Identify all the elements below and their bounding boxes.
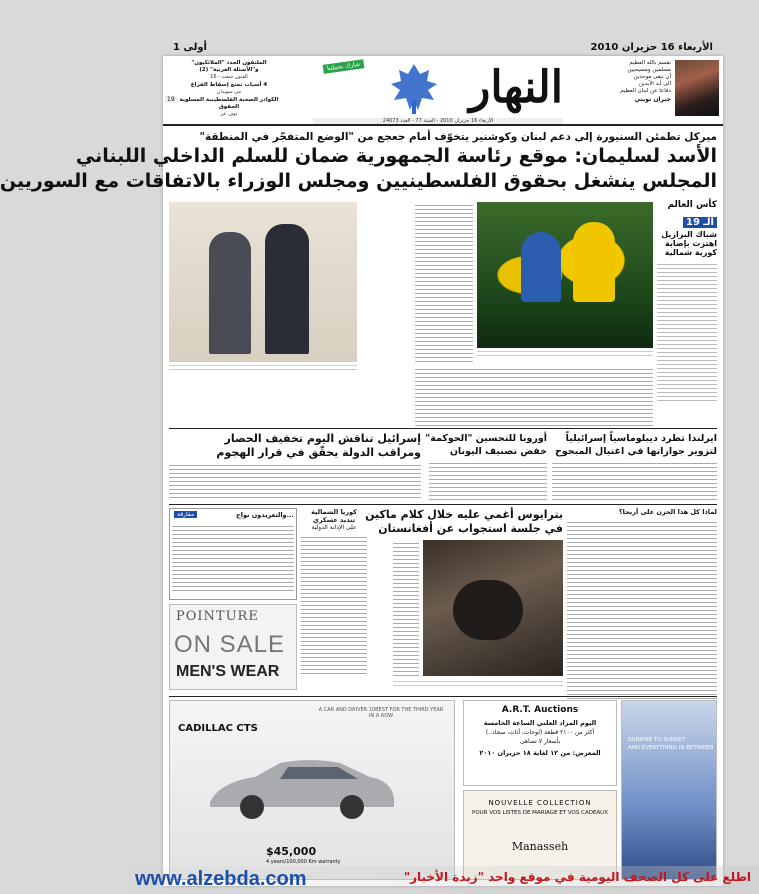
story-text (552, 460, 717, 500)
petraeus-headline: في جلسة استجواب عن أفغانستان (378, 522, 563, 535)
worldcup-subtitle: اهتزت بإصابة (665, 239, 717, 248)
person-figure (453, 580, 523, 640)
ads-rule (169, 696, 717, 697)
top-left-teasers (169, 60, 289, 117)
teaser-item: 4 أسباب تمنع إسقاط الفراغ (190, 82, 268, 88)
teaser-name: جبران تويني (634, 96, 671, 103)
teaser-lines (601, 60, 671, 103)
newspaper-page (0, 56, 723, 886)
mid-headline: ايرلندا تطرد ديبلوماسياً إسرائيلياً (565, 433, 717, 444)
mid-headline: خفض تصنيف اليونان (449, 446, 547, 457)
worldcup-subtitle: شباك البرازيل (661, 230, 717, 239)
index-number: 19 (167, 96, 175, 103)
auction-title: A.R.T. Auctions (501, 705, 579, 715)
korea-headline: على الإدانة الدولية (311, 524, 357, 531)
auction-ad[interactable] (463, 700, 617, 786)
overline-headline[interactable]: ميركل تطمئن السنيورة إلى دعم لبنان وكوشنير يتخوّف أمام جعجع من "الوضع المتفجّر في المنطقة" (199, 131, 717, 143)
teaser-line: دفاعا عن لبنان العظيم (620, 88, 671, 94)
top-bar (163, 40, 723, 56)
leaders-caption (169, 362, 357, 370)
travel-ad[interactable] (621, 700, 717, 880)
nouvelle-sub: POUR VOS LISTES DE MARIAGE ET VOS CADEAUX (472, 810, 608, 816)
cadillac-title: CADILLAC CTS (178, 723, 258, 734)
middle-text-column (415, 202, 473, 362)
mid-headline: إسرائيل تناقش اليوم تخفيف الحصار (224, 432, 421, 445)
right-teaser-text (567, 519, 717, 699)
korea-story[interactable] (301, 508, 367, 674)
worldcup-subtitle: كورية شمالية (664, 248, 717, 257)
korea-headline: كوريا الشمالية (311, 508, 357, 516)
travel-line: SUNRISE TO SUNSET (628, 737, 686, 743)
left-box[interactable] (169, 508, 297, 600)
petraeus-story[interactable] (365, 508, 563, 536)
mid-headline: ومراقب الدولة يحقّق في قرار الهجوم (216, 446, 421, 459)
teaser-item: نوف عز (220, 111, 238, 117)
masthead-title: النهار (469, 62, 563, 113)
korea-headline: تنديد عسكري (312, 516, 356, 524)
petraeus-caption (393, 678, 563, 688)
cedar-emblem-icon (385, 60, 443, 118)
portrait-photo (675, 60, 719, 116)
auction-line: المعرض: من ١٢ لغاية ١٨ حزيران ٢٠١٠ (479, 749, 601, 757)
teaser-item: الملتقون الجدد "الملائكيون" (191, 60, 267, 66)
cadillac-tagline: A CAR AND DRIVER 10BEST FOR THE THIRD YEAR IN A ROW (318, 707, 444, 719)
mid-headline: أوروبا للتحسين "الحوكمة" (425, 433, 547, 444)
person-figure (265, 224, 309, 354)
cadillac-price: $45,000 (266, 845, 317, 858)
story-text (172, 523, 294, 593)
petraeus-headline: بترايوس أغمي عليه خلال كلام ماكين (365, 508, 563, 521)
lower-rule (169, 504, 717, 505)
pointure-brand: POINTURE (176, 609, 259, 624)
mid-story-europe[interactable] (425, 432, 547, 500)
worldcup-body-text (657, 261, 717, 401)
teaser-line: أن نبقى موحدين (633, 74, 671, 80)
manasseh-brand: Manasseh (511, 840, 569, 853)
football-caption (477, 348, 653, 358)
teaser-line: مسلمين ومسيحيين (627, 67, 671, 73)
left-box-title: ...والتغريدون نواح (236, 511, 294, 519)
auction-line: أكثر من ٢١٠٠ قطعة (لوحات، أثاث، سجاد..) (485, 729, 595, 736)
teaser-line: نقسم بالله العظيم (629, 60, 671, 66)
mens-wear-text: MEN'S WEAR (176, 663, 280, 680)
mid-headline: لتزوير جوازاتها في اغتيال المبحوح (554, 446, 717, 457)
worldcup-column[interactable] (657, 200, 717, 430)
petraeus-text-col (393, 540, 419, 676)
pointure-ad[interactable] (169, 604, 297, 690)
worldcup-title: كأس العالم (667, 200, 717, 210)
right-teaser[interactable] (567, 508, 717, 699)
player-figure (573, 222, 615, 302)
left-box-badge: مفارقة (174, 511, 197, 518)
main-headline-2[interactable]: المجلس ينشغل بحقوق الفلسطينيين ومجلس الوزراء بالاتفاقات مع السوريين (0, 170, 717, 192)
footer-site[interactable]: www.alzebda.com (135, 868, 307, 890)
player-figure (521, 232, 561, 302)
leaders-photo (169, 202, 357, 362)
nouvelle-title: NOUVELLE COLLECTION (488, 799, 592, 807)
on-sale-text: ON SALE (174, 631, 286, 658)
teaser-item: و"الأسئلة الغربية" (2) (199, 67, 259, 73)
main-headline-1[interactable]: الأسد لسليمان: موقع رئاسة الجمهورية ضمان للسلم الداخلي اللبناني (75, 145, 717, 167)
footer-banner[interactable] (127, 866, 759, 894)
car-icon (200, 747, 400, 827)
auction-line: بأسعار لا تضاهى (519, 738, 561, 745)
story-text (169, 462, 421, 498)
main-story-text (415, 366, 653, 426)
footer-promo: اطلع على كل الصحف اليومية في موقع واحد "زبدة الأخبار" (403, 870, 751, 884)
teaser-line: الى أبد الآبدين (638, 81, 671, 87)
teaser-item: الفنون شعث - 16 (210, 74, 248, 80)
mid-story-ireland[interactable] (552, 432, 717, 500)
teaser-item: الكوادر الصحية الفلسطينية المسلوبة الحقوق (179, 97, 279, 110)
campaign-badge[interactable]: شارك بحملتنا (323, 59, 365, 74)
teaser-portrait-box[interactable] (601, 60, 719, 122)
info-strip: الأربعاء 16 حزيران 2010 - السنة 77 - العدد 24073 (313, 118, 563, 124)
masthead-logo (313, 58, 563, 118)
cadillac-ad[interactable] (169, 700, 455, 880)
masthead-row (163, 56, 723, 126)
person-figure (209, 232, 251, 354)
football-photo (477, 202, 653, 348)
cadillac-warranty: 4 years/100,000 Km warranty (266, 859, 341, 865)
petraeus-photo (423, 540, 563, 676)
page-label: أولى 1 (173, 42, 207, 53)
teaser-item: مي سويدان (216, 89, 242, 95)
mid-rule (169, 428, 717, 429)
right-teaser-title: لماذا كل هذا الحزن على أريحا؟ (618, 508, 717, 516)
story-text (301, 534, 367, 674)
worldcup-edition: الـ 19 (683, 217, 717, 228)
mid-story-israel[interactable] (169, 432, 421, 498)
date-label: الأربعاء 16 حزيران 2010 (590, 42, 713, 53)
auction-line: اليوم المزاد العلني الساعة الخامسة (483, 719, 597, 727)
travel-line: AND EVERYTHING IN BETWEEN (628, 745, 714, 751)
story-text (429, 460, 547, 500)
